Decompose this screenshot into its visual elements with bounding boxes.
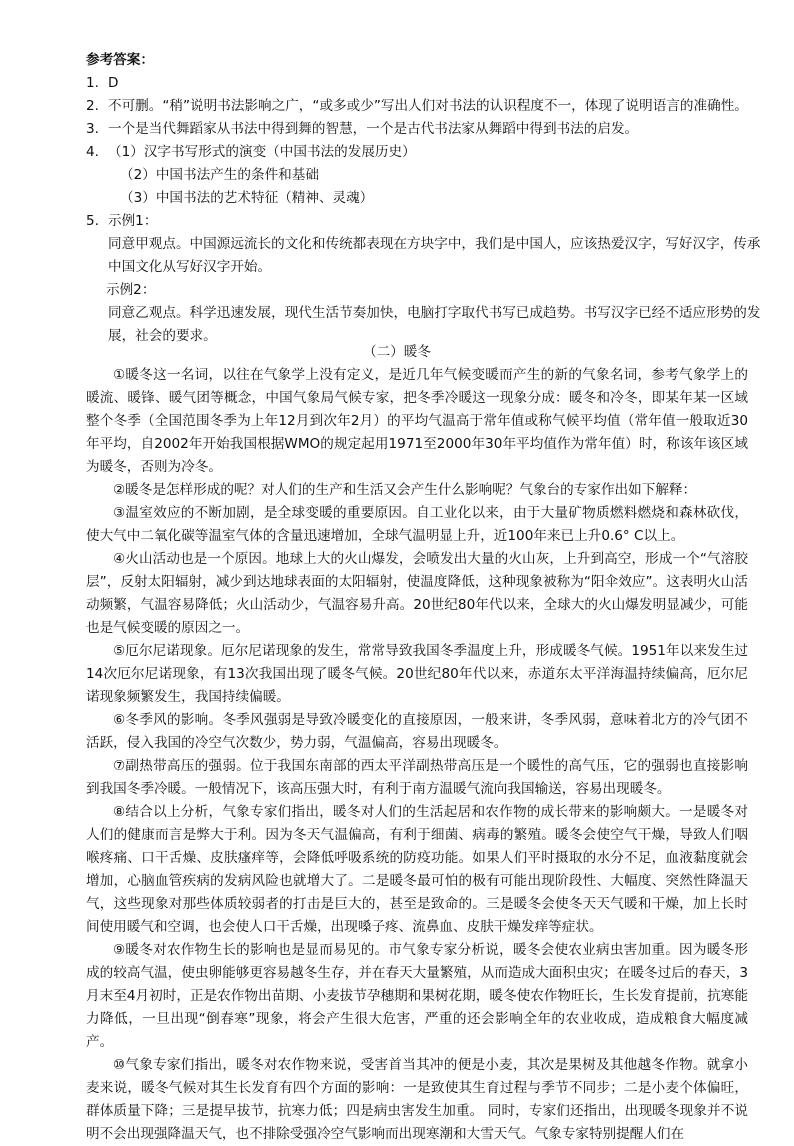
answer-item bbox=[86, 141, 766, 164]
article-paragraph: ③温室效应的不断加剧，是全球变暖的重要原因。自工业化以来，由于大量矿物质燃料燃烧和森林砍伐，使大气中二氧化碳等温室气体的含量迅速增加，全球气温明显上升，近100年来已上升0.6° C以上。 bbox=[86, 505, 748, 544]
article-paragraph: ⑦副热带高压的强弱。位于我国东南部的西太平洋副热带高压是一个暖性的高气压，它的强弱也直接影响到我国冬季冷暖。一般情况下，该高压强大时，有利于南方温暖气流向我国输送，容易出现暖冬。 bbox=[86, 758, 748, 797]
article-paragraph: ②暖冬是怎样形成的呢？对人们的生产和生活又会产生什么影响呢？气象台的专家作出如下解释： bbox=[113, 482, 697, 498]
answer-text: 一个是当代舞蹈家从书法中得到舞的智慧，一个是古代书法家从舞蹈中得到书法的启发。 bbox=[108, 121, 639, 137]
article-paragraph: ④火山活动也是一个原因。地球上大的火山爆发，会喷发出大量的火山灰，上升到高空，形成一个“气溶胶层”，反射太阳辐射，减少到达地球表面的太阳辐射，使温度降低，这种现象被称为“阳伞效应”。这表明火山活动频繁，气温容易降低；火山活动少，气温容易升高。20世纪80年代以来，全球大的火山爆发明显减少，可能也是气候变暖的原因之一。 bbox=[86, 551, 748, 636]
answer-item bbox=[86, 95, 766, 118]
answer-key-heading: 参考答案： bbox=[86, 52, 154, 68]
answer-text: 不可删。“稍”说明书法影响之广，“或多或少”写出人们对书法的认识程度不一，体现了说明语言的准确性。 bbox=[108, 98, 748, 114]
answer-text: （1）汉字书写形式的演变（中国书法的发展历史） bbox=[108, 144, 416, 160]
answer-number: 5. bbox=[86, 213, 99, 229]
answer-item bbox=[86, 210, 766, 233]
article-paragraph: ⑩气象专家们指出，暖冬对农作物来说，受害首当其冲的便是小麦，其次是果树及其他越冬作物。就拿小麦来说，暖冬气候对其生长发育有四个方面的影响：一是致使其生育过程与季节不同步；二是小麦个体偏旺，群体质量下降；三是提早拔节，抗寒力低；四是病虫害发生加重。 同时，专家们还指出，出现暖冬现象并不说明不会出现强降温天气，也不排除受强冷空气影响而出现寒潮和大雪天气。气象专家特别提醒人们在 bbox=[86, 1057, 748, 1142]
article-paragraph: ①暖冬这一名词，以往在气象学上没有定义，是近几年气候变暖而产生的新的气象名词，参考气象学上的暖流、暖锋、暖气团等概念，中国气象局气候专家，把冬季冷暖这一现象分成：暖冬和冷冬，即某年某一区域整个冬季（全国范围冬季为上年12月到次年2月）的平均气温高于常年值或称气候平均值（常年值一般取近30年平均，自2002年开始我国根据WMO的规定起用1971至2000年30年平均值作为常年值）时，称该年该区域为暖冬，否则为冷冬。 bbox=[86, 367, 748, 475]
example-text: 同意甲观点。中国源远流长的文化和传统都表现在方块字中，我们是中国人，应该热爱汉字，写好汉字，传承中国文化从写好汉字开始。 bbox=[108, 236, 761, 275]
answer-sub-item: （3）中国书法的艺术特征（精神、灵魂） bbox=[120, 190, 374, 206]
example-label: 示例1： bbox=[108, 213, 158, 229]
article-body bbox=[86, 364, 748, 1146]
example-text: 同意乙观点。科学迅速发展，现代生活节奏加快，电脑打字取代书写已成趋势。书写汉字已经不适应形势的发展，社会的要求。 bbox=[108, 305, 761, 344]
answer-list bbox=[86, 72, 766, 348]
article-paragraph: ⑤厄尔尼诺现象。厄尔尼诺现象的发生，常常导致我国冬季温度上升，形成暖冬气候。1951年以来发生过14次厄尔尼诺现象，有13次我国出现了暖冬气候。20世纪80年代以来，赤道东太平洋海温持续偏高，厄尔尼诺现象频繁发生，我国持续偏暖。 bbox=[86, 643, 748, 705]
article-paragraph: ⑥冬季风的影响。冬季风强弱是导致冷暖变化的直接原因，一般来讲，冬季风弱，意味着北方的冷气团不活跃，侵入我国的冷空气次数少，势力弱，气温偏高，容易出现暖冬。 bbox=[86, 712, 748, 751]
answer-number: 3. bbox=[86, 121, 99, 137]
answer-number: 2. bbox=[86, 98, 99, 114]
answer-sub-item: （2）中国书法产生的条件和基础 bbox=[120, 167, 319, 183]
answer-item bbox=[86, 72, 766, 95]
article-paragraph: ⑧结合以上分析，气象专家们指出，暖冬对人们的生活起居和农作物的成长带来的影响颇大。一是暖冬对人们的健康而言是弊大于利。因为冬天气温偏高，有利于细菌、病毒的繁殖。暖冬会使空气干燥，导致人们咽喉疼痛、口干舌燥、皮肤瘙痒等，会降低呼吸系统的防疫功能。如果人们平时摄取的水分不足，血液黏度就会增加，心脑血管疾病的发病风险也就增大了。二是暖冬最可怕的极有可能出现阶段性、大幅度、突然性降温天气，这些现象对那些体质较弱者的打击是巨大的，甚至是致命的。三是暖冬会使冬天天气暖和干燥，加上长时间使用暖气和空调，也会使人口干舌燥，出现嗓子疼、流鼻血、皮肤干燥发痒等症状。 bbox=[86, 804, 748, 935]
section-title: （二）暖冬 bbox=[363, 344, 431, 360]
answer-text: D bbox=[108, 75, 119, 91]
answer-number: 4. bbox=[86, 144, 99, 160]
example-label: 示例2： bbox=[106, 282, 156, 298]
answer-number: 1. bbox=[86, 75, 99, 91]
article-paragraph: ⑨暖冬对农作物生长的影响也是显而易见的。市气象专家分析说，暖冬会使农业病虫害加重。因为暖冬形成的较高气温，使虫卵能够更容易越冬生存，并在春天大量繁殖，从而造成大面积虫灾；在暖冬过后的春天，3月末至4月初时，正是农作物出苗期、小麦拔节孕穗期和果树花期，暖冬使农作物旺长，生长发育提前，抗寒能力降低，一旦出现“倒春寒”现象，将会产生很大危害，严重的还会影响全年的农业收成，造成粮食大幅度减产。 bbox=[86, 942, 748, 1050]
answer-item bbox=[86, 118, 766, 141]
